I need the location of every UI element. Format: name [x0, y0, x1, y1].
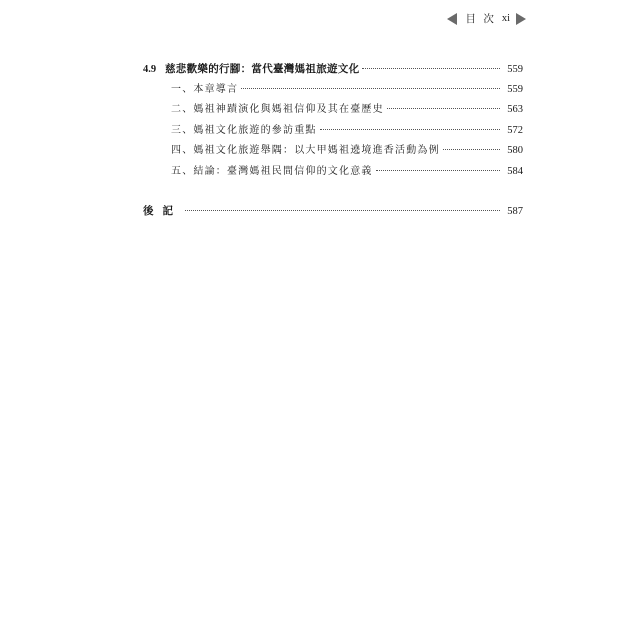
dot-leader — [185, 209, 500, 211]
header-page-number: xi — [501, 13, 510, 24]
dot-leader — [320, 128, 500, 130]
section-title: 五、結論：臺灣媽祖民間信仰的文化意義 — [171, 165, 373, 177]
toc-section-entry — [143, 80, 523, 101]
section-page: 559 — [507, 83, 523, 95]
section-page: 572 — [507, 124, 523, 136]
section-title: 三、媽祖文化旅遊的參訪重點 — [171, 124, 317, 136]
toc-chapter-entry — [143, 59, 523, 80]
section-title: 二、媽祖神蹟演化與媽祖信仰及其在臺歷史 — [171, 104, 384, 115]
running-header — [447, 11, 526, 26]
dot-leader — [376, 169, 500, 171]
toc-section-entry — [143, 141, 523, 162]
dot-leader — [387, 107, 500, 109]
toc-section-entry — [143, 100, 523, 121]
dot-leader — [443, 148, 500, 150]
chapter-title: 慈悲歡樂的行腳：當代臺灣媽祖旅遊文化 — [165, 63, 360, 75]
toc-epilogue-entry — [143, 201, 523, 222]
chapter-number: 4.9 — [143, 64, 157, 75]
table-of-contents — [143, 59, 523, 222]
dot-leader — [241, 87, 500, 89]
triangle-left-icon — [447, 13, 457, 25]
toc-section-entry — [143, 162, 523, 183]
epilogue-title: 後記 — [143, 205, 182, 217]
section-title: 四、媽祖文化旅遊舉隅：以大甲媽祖遶境進香活動為例 — [171, 145, 440, 156]
header-title: 目 次 — [465, 13, 494, 25]
dot-leader — [362, 67, 500, 69]
spacer — [143, 182, 523, 201]
chapter-page: 559 — [507, 64, 523, 75]
triangle-right-icon — [516, 13, 526, 25]
section-page: 580 — [507, 145, 523, 156]
epilogue-page: 587 — [507, 206, 523, 217]
section-page: 584 — [507, 165, 523, 177]
toc-section-entry — [143, 121, 523, 142]
section-page: 563 — [507, 104, 523, 115]
section-title: 一、本章導言 — [171, 83, 239, 95]
